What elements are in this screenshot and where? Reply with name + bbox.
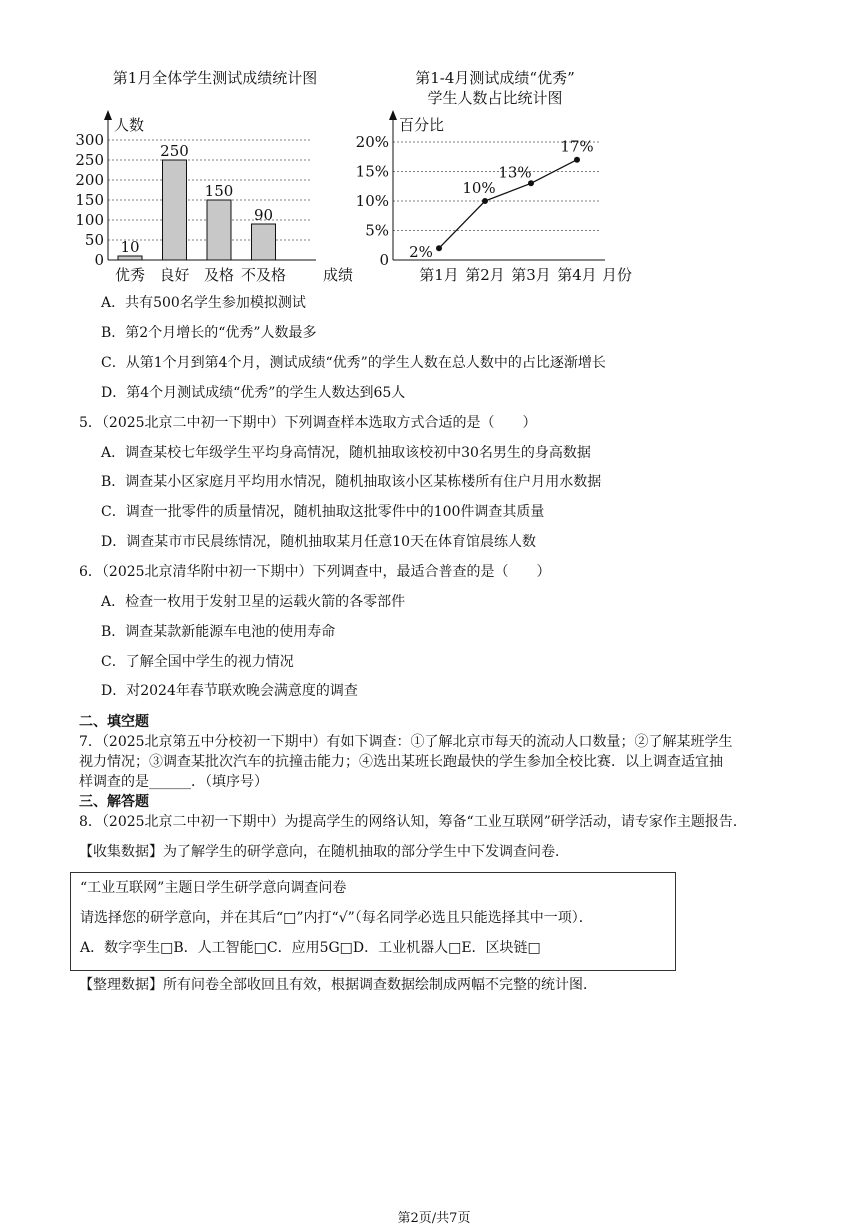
- data-point: [574, 157, 580, 163]
- x-tick-label: 及格: [203, 266, 235, 284]
- data-label: 13%: [498, 163, 532, 182]
- bar: [207, 200, 231, 260]
- q5-option-c: C．调查一批零件的质量情况，随机抽取这批零件中的100件调查其质量: [101, 504, 545, 520]
- chart2-title-line2: 学生人数占比统计图: [427, 89, 563, 107]
- data-label: 2%: [409, 243, 433, 262]
- x-axis-label: 成绩: [322, 266, 354, 284]
- q6-option-a: A．检查一枚用于发射卫星的运载火箭的各零部件: [101, 594, 406, 610]
- q5-option-d: D．调查某市市民晨练情况，随机抽取某月任意10天在体育馆晨练人数: [101, 534, 537, 550]
- bar-value-label: 250: [160, 142, 189, 160]
- y-tick-label: 300: [75, 131, 104, 149]
- y-tick-label: 20%: [355, 133, 389, 151]
- y-axis-label: 人数: [114, 116, 145, 134]
- y-tick-label: 5%: [365, 221, 389, 240]
- chart2-title-line1: 第1-4月测试成绩“优秀”: [415, 69, 575, 87]
- q4-option-c: C．从第1个月到第4个月，测试成绩“优秀”的学生人数在总人数中的占比逐渐增长: [101, 355, 606, 371]
- bar-value-label: 150: [204, 182, 234, 200]
- q7-line3: 样调查的是______．（填序号）: [79, 774, 268, 790]
- q8-stem: 8．（2025北京二中初一下期中）为提高学生的网络认知，筹备“工业互联网”研学活动，请专家作主题报告．: [79, 814, 747, 830]
- q4-option-a: A．共有500名学生参加模拟测试: [101, 295, 306, 311]
- x-tick-label: 良好: [159, 266, 190, 284]
- x-tick-label: 第1月: [419, 266, 459, 284]
- line-chart: [355, 108, 645, 286]
- y-tick-label: 100: [75, 211, 104, 229]
- section-heading-answer: 三、解答题: [79, 794, 149, 810]
- data-point: [482, 198, 488, 204]
- y-tick-label: 0: [94, 251, 104, 269]
- bar-value-label: 10: [120, 238, 140, 256]
- bar: [252, 224, 276, 260]
- bar: [118, 256, 142, 260]
- q8-organize-data: 【整理数据】所有问卷全部收回且有效，根据调查数据绘制成两幅不完整的统计图．: [79, 977, 597, 993]
- data-label: 10%: [462, 179, 496, 197]
- x-tick-label: 第3月: [511, 266, 551, 284]
- x-tick-label: 优秀: [114, 266, 146, 284]
- bar: [163, 160, 187, 260]
- y-axis-arrow: [389, 110, 397, 120]
- y-tick-label: 50: [84, 231, 104, 249]
- bar-value-label: 90: [253, 206, 274, 224]
- x-axis-label: 月份: [601, 266, 633, 284]
- survey-options: A．数字孪生□B．人工智能□C．应用5G□D．工业机器人□E．区块链□: [80, 940, 541, 956]
- bar-chart: [72, 108, 357, 286]
- x-tick-label: 第2月: [465, 266, 505, 284]
- chart1-title: 第1月全体学生测试成绩统计图: [112, 69, 318, 87]
- data-point: [436, 245, 442, 251]
- y-tick-label: 150: [75, 191, 104, 209]
- y-tick-label: 10%: [355, 192, 389, 210]
- q6-option-c: C．了解全国中学生的视力情况: [101, 654, 294, 670]
- q5-stem: 5．（2025北京二中初一下期中）下列调查样本选取方式合适的是（ ）: [79, 415, 537, 431]
- q6-stem: 6．（2025北京清华附中初一下期中）下列调查中，最适合普查的是（ ）: [79, 564, 551, 580]
- q8-collect-data: 【收集数据】为了解学生的研学意向，在随机抽取的部分学生中下发调查问卷．: [79, 844, 569, 860]
- section-heading-fill-in: 二、填空题: [79, 714, 149, 730]
- survey-title: “工业互联网”主题日学生研学意向调查问卷: [80, 880, 347, 896]
- q4-option-b: B．第2个月增长的“优秀”人数最多: [101, 325, 317, 341]
- y-tick-label: 0: [379, 251, 389, 269]
- x-tick-label: 不及格: [240, 266, 287, 284]
- q5-option-a: A．调查某校七年级学生平均身高情况，随机抽取该校初中30名男生的身高数据: [101, 445, 591, 461]
- y-axis-label: 百分比: [399, 116, 445, 134]
- y-tick-label: 200: [75, 171, 104, 189]
- page-footer: 第2页/共7页: [397, 1211, 471, 1226]
- survey-instruction: 请选择您的研学意向，并在其后“□”内打“√”（每名同学必选且只能选择其中一项）．: [80, 910, 593, 926]
- q7-line1: 7．（2025北京第五中分校初一下期中）有如下调查：①了解北京市每天的流动人口数量；②了解某班学生: [79, 734, 733, 750]
- data-label: 17%: [560, 137, 594, 156]
- q5-option-b: B．调查某小区家庭月平均用水情况，随机抽取该小区某栋楼所有住户月用水数据: [101, 474, 602, 490]
- y-tick-label: 15%: [355, 162, 389, 181]
- q6-option-b: B．调查某款新能源车电池的使用寿命: [101, 624, 336, 640]
- x-tick-label: 第4月: [557, 266, 597, 284]
- y-axis-arrow: [104, 110, 112, 120]
- q4-option-d: D．第4个月测试成绩“优秀”的学生人数达到65人: [101, 385, 406, 401]
- q7-line2: 视力情况；③调查某批次汽车的抗撞击能力；④选出某班长跑最快的学生参加全校比赛．以上调查适宜抽: [79, 754, 723, 770]
- q6-option-d: D．对2024年春节联欢晚会满意度的调查: [101, 683, 358, 699]
- y-tick-label: 250: [75, 151, 104, 169]
